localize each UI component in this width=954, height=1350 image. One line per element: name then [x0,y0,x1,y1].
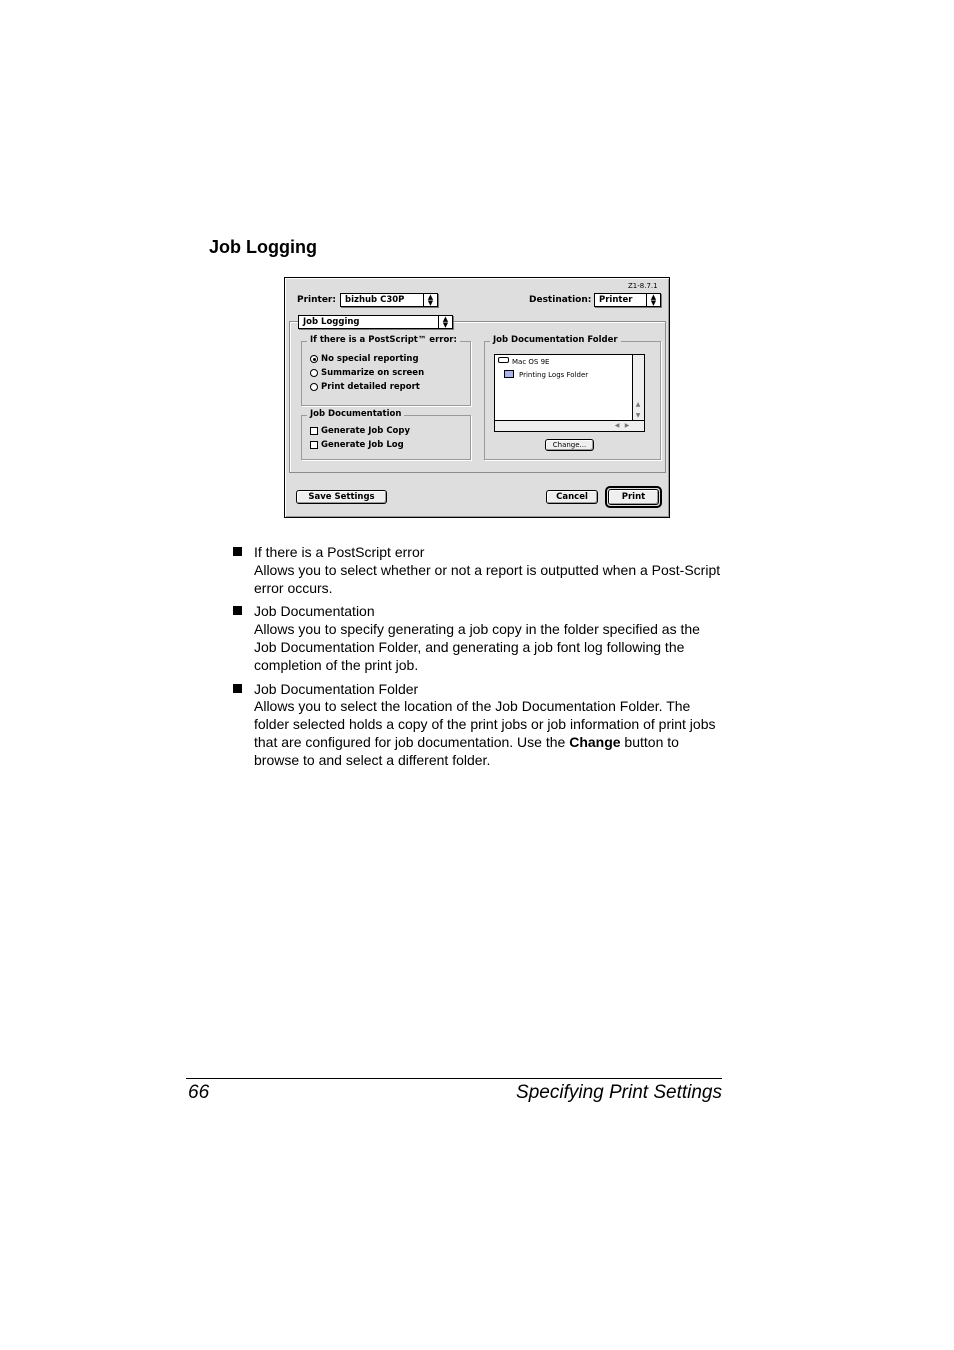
scroll-right-icon[interactable]: ▶ [624,422,630,429]
radio-print-detailed-report[interactable] [310,382,420,392]
panel-value: Job Logging [303,317,360,327]
popup-arrows-icon: ▲ ▼ [438,316,452,328]
bullet-square-icon [233,684,242,693]
bullet-title: Job Documentation [254,603,375,620]
list-item-label: Printing Logs Folder [519,371,589,379]
save-settings-button[interactable]: Save Settings [296,490,387,504]
horizontal-scrollbar[interactable] [495,420,644,431]
footer-rule [186,1078,722,1079]
checkbox-label: Generate Job Log [321,440,404,450]
scroll-down-icon[interactable]: ▼ [635,412,641,419]
list-item[interactable] [498,357,549,366]
checkbox-icon [310,441,318,449]
printer-popup[interactable] [340,293,438,307]
job-doc-title: Job Documentation [307,409,404,419]
radio-label: Summarize on screen [321,368,425,378]
radio-label: No special reporting [321,354,419,364]
version-label: Z1-8.7.1 [628,282,658,290]
bullet-list [232,544,724,776]
popup-arrows-icon: ▲ ▼ [646,294,660,306]
folder-listbox[interactable] [494,354,645,432]
page-number: 66 [188,1082,210,1103]
job-doc-group [301,415,471,460]
bullet-text [254,698,724,769]
checkbox-icon [310,427,318,435]
footer-section-title: Specifying Print Settings [516,1082,722,1103]
panel-popup[interactable] [298,315,453,329]
bullet-text-bold: Change [569,733,621,750]
vertical-scrollbar[interactable] [632,355,644,421]
popup-arrows-icon: ▲ ▼ [423,294,437,306]
print-button[interactable]: Print [608,489,659,505]
list-item-label: Mac OS 9E [512,358,550,366]
list-item[interactable] [504,370,588,379]
bullet-item [232,681,724,770]
bullet-title: If there is a PostScript error [254,544,425,560]
bullet-text: Allows you to specify generating a job copy in the folder specified as the Job Documentation Folder, and generating a job font log following the completion of the print job. [254,621,700,673]
radio-no-special-reporting[interactable] [310,354,419,364]
destination-value: Printer [599,295,633,305]
bullet-text-part: button to browse to and select a different folder. [254,733,679,768]
radio-icon [310,383,318,391]
bullet-title: Job Documentation Folder [254,680,419,697]
printer-label: Printer: [297,295,336,305]
radio-selected-icon [310,355,318,363]
destination-popup[interactable] [594,293,661,307]
radio-label: Print detailed report [321,382,420,392]
bullet-text: Allows you to select whether or not a report is outputted when a Post-Script error occurs. [254,561,721,596]
scroll-up-icon[interactable]: ▲ [635,401,641,408]
folder-icon [504,370,514,378]
change-button[interactable]: Change... [545,439,594,451]
disk-icon [498,357,509,363]
folder-title: Job Documentation Folder [490,335,621,345]
bullet-square-icon [233,547,242,556]
scroll-left-icon[interactable]: ◀ [614,422,620,429]
radio-summarize-on-screen[interactable] [310,368,424,378]
print-dialog [284,277,670,518]
bullet-text-part: Allows you to select the location of the Job Documentation Folder. The folder selected holds a copy of the print jobs or job information of print jobs that are configured for job documentation. Use the [254,698,716,750]
cancel-button[interactable]: Cancel [546,490,598,504]
destination-label: Destination: [529,295,592,305]
checkbox-label: Generate Job Copy [321,426,411,436]
checkbox-generate-job-log[interactable] [310,440,404,450]
bullet-square-icon [233,606,242,615]
printer-value: bizhub C30P [345,295,405,305]
checkbox-generate-job-copy[interactable] [310,426,410,436]
section-heading: Job Logging [209,237,317,257]
bullet-item [232,544,724,597]
radio-icon [310,369,318,377]
bullet-item [232,603,724,674]
ps-error-title: If there is a PostScript™ error: [307,335,460,345]
